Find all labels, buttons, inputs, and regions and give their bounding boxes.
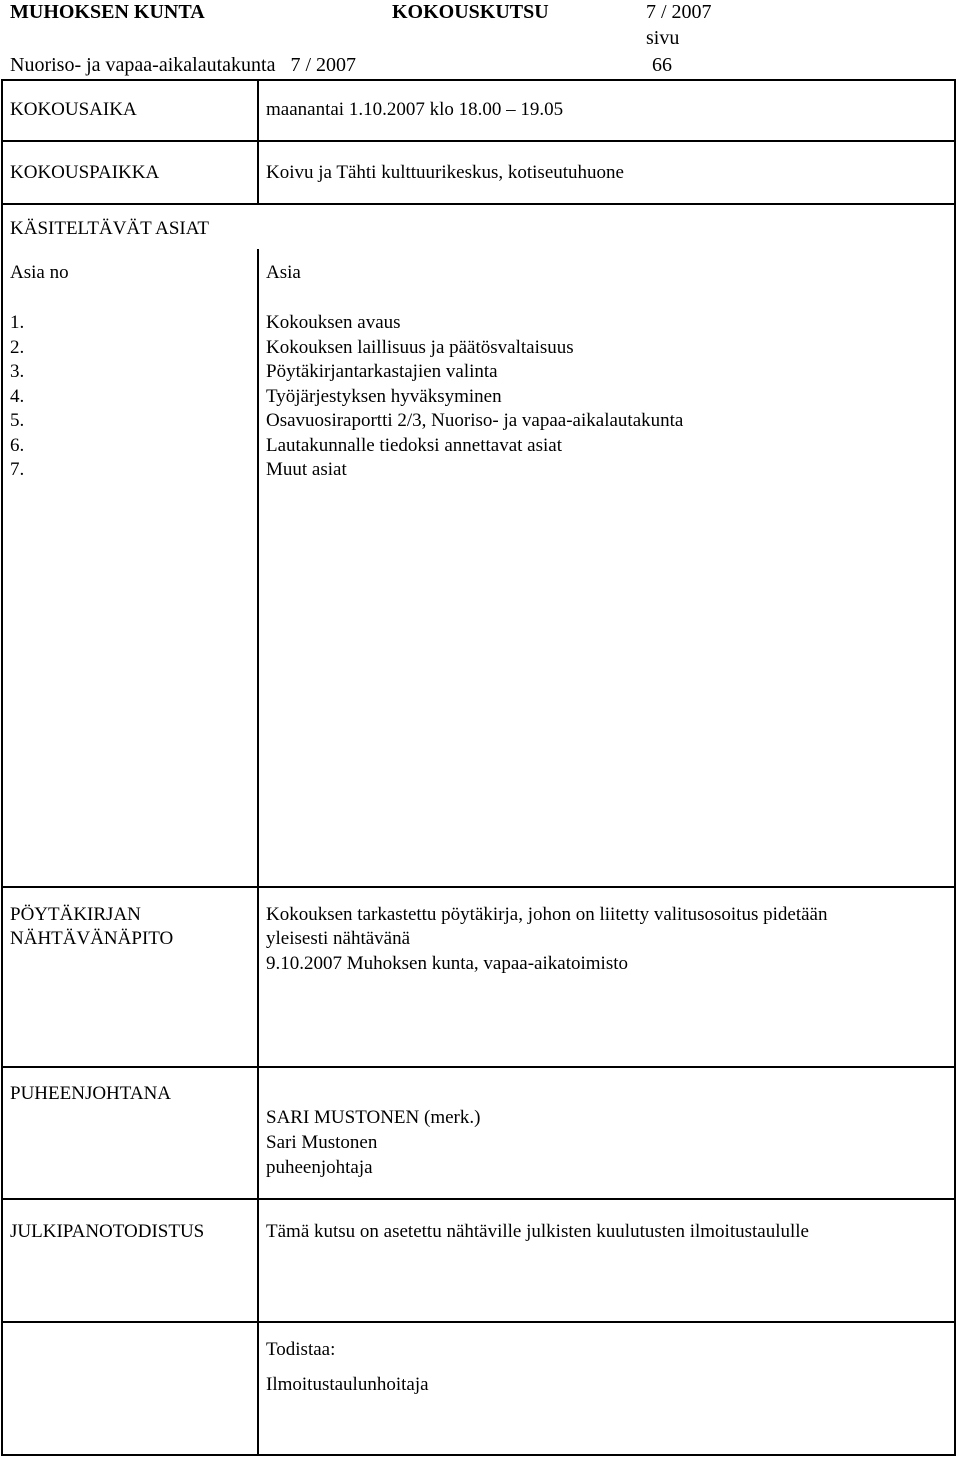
agenda-item-text: Osavuosiraportti 2/3, Nuoriso- ja vapaa-aikalautakunta <box>266 410 684 431</box>
agenda-item-number: 2. <box>10 336 25 358</box>
minutes-display-label: PÖYTÄKIRJAN <box>10 904 141 925</box>
agenda-item-text: Kokouksen laillisuus ja päätösvaltaisuus <box>266 336 574 358</box>
page-label: sivu <box>646 27 680 49</box>
agenda-item-text: Kokouksen avaus <box>266 312 401 333</box>
board-line: Nuoriso- ja vapaa-aikalautakunta 7 / 2007 <box>10 54 356 76</box>
minutes-display-text: 9.10.2007 Muhoksen kunta, vapaa-aikatoimisto <box>266 953 628 974</box>
agenda-number-header: Asia no <box>10 262 69 283</box>
organization-name: MUHOKSEN KUNTA <box>10 1 205 23</box>
agenda-item-text: Muut asiat <box>266 459 347 480</box>
notice-text: Tämä kutsu on asetettu nähtäville julkisten kuulutusten ilmoitustaululle <box>266 1221 809 1242</box>
agenda-item-text: Työjärjestyksen hyväksyminen <box>266 385 502 407</box>
attest-role: Ilmoitustaulunhoitaja <box>266 1374 429 1395</box>
agenda-section-label: KÄSITELTÄVÄT ASIAT <box>10 218 209 239</box>
time-label: KOKOUSAIKA <box>10 99 137 120</box>
column-divider <box>257 79 259 205</box>
divider <box>1 203 956 205</box>
agenda-item-text: Pöytäkirjantarkastajien valinta <box>266 361 498 382</box>
agenda-topic-header: Asia <box>266 262 301 283</box>
place-label: KOKOUSPAIKKA <box>10 162 160 183</box>
form-frame <box>1 79 956 1456</box>
agenda-item-number: 7. <box>10 459 25 480</box>
agenda-item-text: Lautakunnalle tiedoksi annettavat asiat <box>266 434 562 456</box>
agenda-item-number: 4. <box>10 385 25 407</box>
page-number: 66 <box>652 54 672 76</box>
attest-label: Todistaa: <box>266 1339 336 1360</box>
time-value: maanantai 1.10.2007 klo 18.00 – 19.05 <box>266 99 564 120</box>
document-type: KOKOUSKUTSU <box>392 1 549 23</box>
place-value: Koivu ja Tähti kulttuurikeskus, kotiseutuhuone <box>266 162 624 183</box>
agenda-item-number: 3. <box>10 361 25 382</box>
chair-title: puheenjohtaja <box>266 1157 373 1178</box>
divider <box>1 1321 956 1323</box>
divider <box>1 886 956 888</box>
chair-signature: SARI MUSTONEN (merk.) <box>266 1107 481 1128</box>
minutes-display-label: NÄHTÄVÄNÄPITO <box>10 928 174 949</box>
divider <box>1 1198 956 1200</box>
agenda-item-number: 5. <box>10 410 25 431</box>
meeting-number: 7 / 2007 <box>646 1 712 23</box>
chair-label: PUHEENJOHTANA <box>10 1083 172 1104</box>
notice-label: JULKIPANOTODISTUS <box>10 1221 205 1242</box>
divider <box>1 1066 956 1068</box>
divider <box>1 140 956 142</box>
minutes-display-text: Kokouksen tarkastettu pöytäkirja, johon on liitetty valitusosoitus pidetään <box>266 904 828 925</box>
chair-name: Sari Mustonen <box>266 1132 378 1153</box>
minutes-display-text: yleisesti nähtävänä <box>266 928 411 949</box>
agenda-item-number: 6. <box>10 434 25 456</box>
agenda-item-number: 1. <box>10 312 25 333</box>
column-divider <box>257 249 259 1456</box>
